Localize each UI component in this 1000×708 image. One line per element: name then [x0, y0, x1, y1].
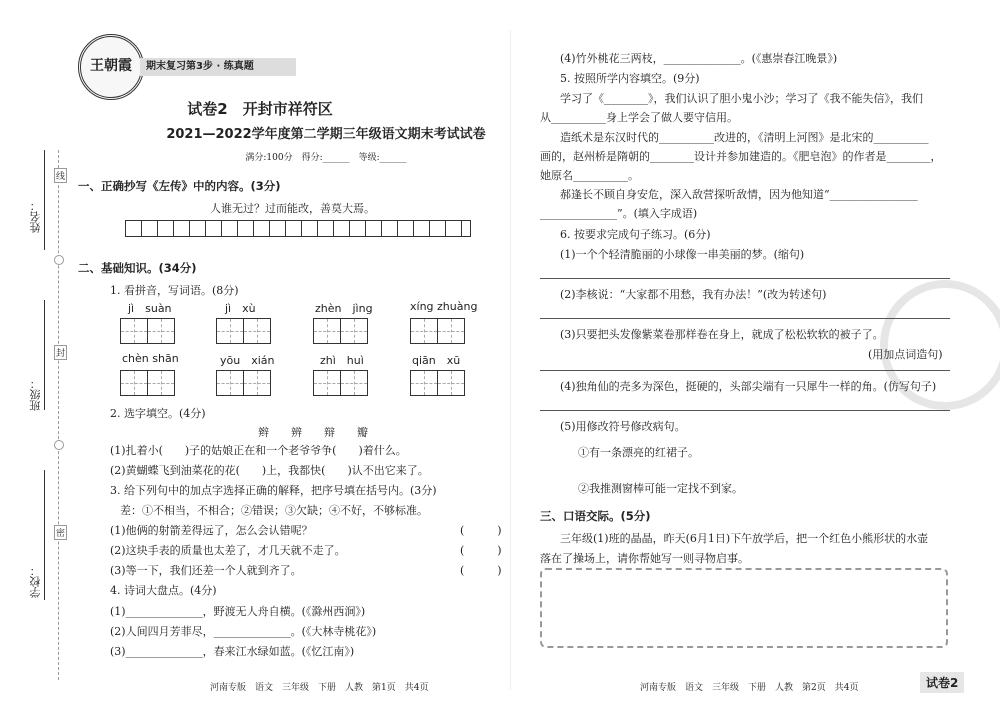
section-3-line-1: 三年级(1)班的晶晶，昨天(6月1日)下午放学后，把一个红色小熊形状的水壶 [560, 532, 929, 545]
notice-writing-box[interactable] [540, 568, 948, 648]
pinyin-label: chèn shān [122, 352, 179, 365]
q3-options: 差：①不相当，不相合；②错误；③欠缺；④不好，不够标准。 [120, 504, 428, 517]
writing-box[interactable] [313, 318, 341, 344]
writing-box[interactable] [216, 370, 244, 396]
writing-box[interactable] [120, 370, 148, 396]
school-label: 学校： [29, 565, 42, 598]
q3-line-1: (1)他俩的射箭差得远了，怎么会认错呢？ [110, 524, 313, 537]
q6-item-5b[interactable]: ②我推测窗棒可能一定找不到家。 [578, 482, 743, 495]
brand-logo-text: 王朝霞 [90, 58, 132, 74]
q2-line-2[interactable]: (2)黄蝴蝶飞到油菜花的花( )上，我都快( )认不出它来了。 [110, 464, 429, 477]
pinyin-label: zhèn jìng [315, 302, 373, 315]
q5-line-2[interactable]: 从__________身上学会了做人要守信用。 [540, 111, 738, 124]
writing-box[interactable] [120, 318, 148, 344]
q6-item-3-hint: (用加点词造句) [868, 348, 943, 361]
q1-title: 1. 看拼音，写词语。(8分) [110, 284, 239, 297]
page-tag: 试卷2 [920, 672, 964, 693]
q2-line-1[interactable]: (1)扎着小( )子的姑娘正在和一个老爷爷争( )着什么。 [110, 444, 407, 457]
writing-box[interactable] [216, 318, 244, 344]
pinyin-label: xíng zhuàng [410, 300, 478, 313]
q5-line-3[interactable]: 造纸术是东汉时代的__________改进的，《清明上河图》是北宋的__________ [560, 131, 929, 144]
section-1-text: 人谁无过？过而能改，善莫大焉。 [210, 202, 375, 215]
writing-box[interactable] [147, 318, 175, 344]
brand-logo [78, 34, 144, 100]
q6-item-2: (2)李核说：“大家都不用愁，我有办法！”(改为转述句) [560, 288, 827, 301]
hole-icon [54, 255, 64, 265]
q5-line-4[interactable]: 画的，赵州桥是隋朝的________设计并参加建造的。《肥皂泡》的作者是________， [540, 150, 942, 163]
q5-line-5[interactable]: 她原名__________。 [540, 169, 639, 182]
q4-line-2[interactable]: (2)人间四月芳菲尽，______________。(《大林寺桃花》) [110, 625, 377, 638]
q2-chars: 辫 辨 辩 瓣 [258, 426, 368, 439]
binding-line [58, 150, 59, 680]
q6-item-5a[interactable]: ①有一条漂亮的红裙子。 [578, 446, 699, 459]
answer-paren[interactable]: ( ) [460, 544, 502, 557]
writing-box[interactable] [410, 318, 438, 344]
writing-box[interactable] [437, 370, 465, 396]
section-1-title: 一、正确抄写《左传》中的内容。(3分) [78, 179, 281, 193]
writing-box[interactable] [410, 370, 438, 396]
paper-title: 试卷2 开封市祥符区 [187, 100, 333, 118]
cut-mark-2: 封 [54, 345, 67, 360]
class-underline[interactable] [44, 300, 45, 410]
hole-icon [54, 440, 64, 450]
q6-item-4: (4)独角仙的壳多为深色，挺硬的，头部尖端有一只犀牛一样的角。(仿写句子) [560, 380, 937, 393]
score-line: 满分:100分 得分:______ 等级:______ [245, 153, 407, 163]
answer-line[interactable] [540, 278, 950, 279]
q6-item-5: (5)用修改符号修改病句。 [560, 420, 686, 433]
pinyin-label: jì suàn [128, 302, 172, 315]
q4-title: 4. 诗词大盘点。(4分) [110, 584, 217, 597]
q5-line-1[interactable]: 学习了《________》，我们认识了胆小鬼小沙；学习了《我不能失信》，我们 [560, 92, 923, 105]
writing-box[interactable] [147, 370, 175, 396]
page-divider [510, 30, 511, 690]
school-underline[interactable] [44, 470, 45, 600]
q5-line-7[interactable]: ______________”。(填入字成语) [540, 207, 698, 220]
answer-line[interactable] [540, 318, 950, 319]
q3-line-2: (2)这块手表的质量也太差了，才几天就不走了。 [110, 544, 346, 557]
q2-title: 2. 选字填空。(4分) [110, 407, 206, 420]
pinyin-label: zhì huì [320, 354, 364, 367]
page-footer-right: 河南专版 语文 三年级 下册 人教 第2页 共4页 [640, 683, 859, 693]
q3-title: 3. 给下列句中的加点字选择正确的解释，把序号填在括号内。(3分) [110, 484, 437, 497]
cut-mark-1: 线 [54, 168, 67, 183]
q4-line-1[interactable]: (1)______________，野渡无人舟自横。(《滁州西涧》) [110, 605, 366, 618]
writing-box[interactable] [437, 318, 465, 344]
class-label: 班级： [29, 378, 42, 411]
answer-paren[interactable]: ( ) [460, 564, 502, 577]
writing-box[interactable] [313, 370, 341, 396]
pinyin-label: yōu xián [220, 354, 275, 367]
section-3-title: 三、口语交际。(5分) [540, 509, 651, 523]
page-footer-left: 河南专版 语文 三年级 下册 人教 第1页 共4页 [210, 683, 429, 693]
q6-title: 6. 按要求完成句子练习。(6分) [560, 228, 711, 241]
section-2-title: 二、基础知识。(34分) [78, 261, 197, 275]
section-3-line-2: 落在了操场上，请你帮她写一则寻物启事。 [540, 552, 749, 565]
writing-box[interactable] [340, 318, 368, 344]
name-label: 姓名： [29, 200, 42, 233]
answer-paren[interactable]: ( ) [460, 524, 502, 537]
name-underline[interactable] [44, 150, 45, 250]
cut-mark-3: 密 [54, 525, 67, 540]
q5-title: 5. 按照所学内容填空。(9分) [560, 72, 700, 85]
paper-subtitle: 2021—2022学年度第二学期三年级语文期末考试试卷 [166, 127, 486, 142]
q4-line-4[interactable]: (4)竹外桃花三两枝，______________。(《惠崇春江晚景》) [560, 52, 838, 65]
q3-line-3: (3)等一下，我们还差一个人就到齐了。 [110, 564, 302, 577]
pinyin-label: jì xù [225, 302, 256, 315]
copy-grid[interactable] [125, 220, 471, 240]
q6-item-1: (1)一个个轻清脆丽的小球像一串美丽的梦。(缩句) [560, 248, 805, 261]
q5-line-6[interactable]: 郝逢长不顾自身安危，深入敌营探听敌情，因为他知道“________________ [560, 188, 918, 201]
answer-line[interactable] [540, 370, 950, 371]
step-badge: 期末复习第3步 · 练真题 [140, 58, 296, 76]
answer-line[interactable] [540, 410, 950, 411]
q4-line-3[interactable]: (3)______________，春来江水绿如蓝。(《忆江南》) [110, 645, 355, 658]
writing-box[interactable] [243, 370, 271, 396]
writing-box[interactable] [243, 318, 271, 344]
pinyin-label: qiān xū [412, 354, 461, 367]
writing-box[interactable] [340, 370, 368, 396]
q6-item-3: (3)只要把头发像紫菜卷那样卷在身上，就成了松松软软的被子了。 [560, 328, 884, 341]
